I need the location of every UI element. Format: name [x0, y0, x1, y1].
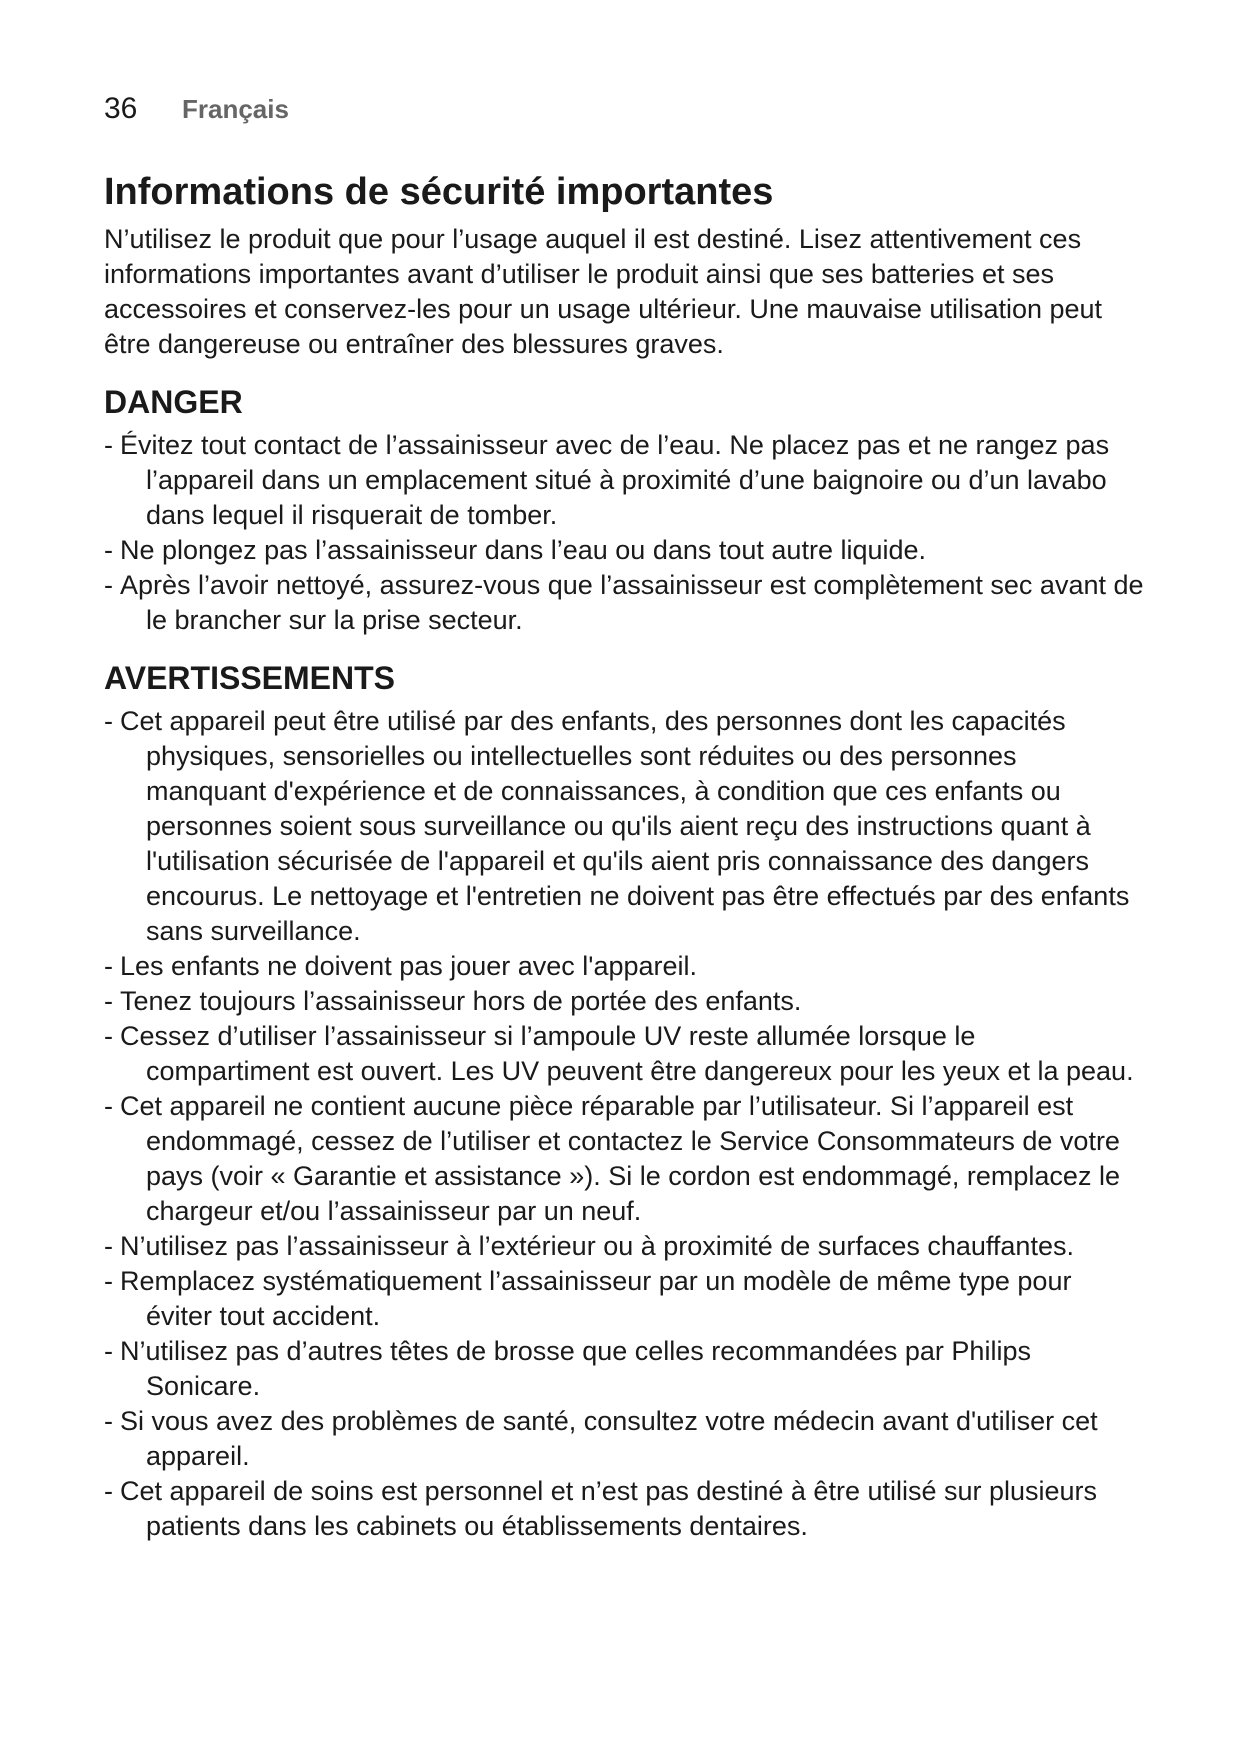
warning-item-text: Remplacez systématiquement l’assainisseur par un modèle de même type pour éviter tout accident. — [120, 1266, 1072, 1331]
danger-item: - Évitez tout contact de l’assainisseur avec de l’eau. Ne placez pas et ne rangez pas l’appareil dans un emplacement situé à proximité d’une baignoire ou d’un lavabo dans lequel il risquerait de tomber. — [104, 430, 1110, 530]
danger-item-text: Après l’avoir nettoyé, assurez-vous que l’assainisseur est complètement sec avant de le brancher sur la prise secteur. — [120, 570, 1144, 635]
warning-item: - Cet appareil ne contient aucune pièce réparable par l’utilisateur. Si l’appareil est endommagé, cessez de l’utiliser et contactez le Service Consommateurs de votre pays (voir « Garantie et assistance »). Si le cordon est endommagé, remplacez le chargeur et/ou l’assainisseur par un neuf. — [104, 1091, 1120, 1226]
warning-item: - Cet appareil de soins est personnel et n’est pas destiné à être utilisé sur plusieurs patients dans les cabinets ou établissements dentaires. — [104, 1476, 1098, 1541]
warnings-list — [104, 704, 1144, 1544]
page-title: Informations de sécurité importantes — [104, 171, 774, 213]
warning-item-text: Tenez toujours l’assainisseur hors de portée des enfants. — [120, 986, 802, 1016]
warning-item-text: N’utilisez pas d’autres têtes de brosse que celles recommandées par Philips Sonicare. — [120, 1336, 1031, 1401]
warning-item: - N’utilisez pas d’autres têtes de brosse que celles recommandées par Philips Sonicare. — [104, 1336, 1031, 1401]
warning-item-text: Les enfants ne doivent pas jouer avec l'appareil. — [120, 951, 698, 981]
warnings-heading: AVERTISSEMENTS — [104, 660, 395, 696]
warning-item-text: Cet appareil de soins est personnel et n’est pas destiné à être utilisé sur plusieurs patients dans les cabinets ou établissements dentaires. — [120, 1476, 1098, 1541]
warning-item-text: Cet appareil ne contient aucune pièce réparable par l’utilisateur. Si l’appareil est endommagé, cessez de l’utiliser et contactez le Service Consommateurs de votre pays (voir « Garantie et assistance »). Si le cordon est endommagé, remplacez le chargeur et/ou l’assainisseur par un neuf. — [120, 1091, 1120, 1226]
intro-paragraph: N’utilisez le produit que pour l’usage auquel il est destiné. Lisez attentivement ces informations importantes avant d’utiliser le produit ainsi que ses batteries et ses accessoires et conservez-les pour un usage ultérieur. Une mauvaise utilisation peut être dangereuse ou entraîner des blessures graves. — [104, 224, 1103, 359]
page-header — [104, 92, 1144, 140]
danger-item-text: Évitez tout contact de l’assainisseur avec de l’eau. Ne placez pas et ne rangez pas l’appareil dans un emplacement situé à proximité d’une baignoire ou d’un lavabo dans lequel il risquerait de tomber. — [120, 430, 1110, 530]
danger-item: - Après l’avoir nettoyé, assurez-vous que l’assainisseur est complètement sec avant de le brancher sur la prise secteur. — [104, 570, 1144, 635]
danger-heading: DANGER — [104, 384, 243, 420]
document-page — [104, 92, 1144, 1544]
warning-item-text: Cet appareil peut être utilisé par des enfants, des personnes dont les capacités physiques, sensorielles ou intellectuelles sont réduites ou des personnes manquant d'expérience et de connaissances, à condition que ces enfants ou personnes soient sous surveillance ou qu'ils aient reçu des instructions quant à l'utilisation sécurisée de l'appareil et qu'ils aient pris connaissance des dangers encourus. Le nettoyage et l'entretien ne doivent pas être effectués par des enfants sans surveillance. — [120, 706, 1130, 946]
danger-list — [104, 428, 1144, 638]
warning-item: - Tenez toujours l’assainisseur hors de portée des enfants. — [104, 986, 802, 1016]
warning-item-text: Si vous avez des problèmes de santé, consultez votre médecin avant d'utiliser cet appareil. — [120, 1406, 1098, 1471]
warning-item-text: Cessez d’utiliser l’assainisseur si l’ampoule UV reste allumée lorsque le compartiment est ouvert. Les UV peuvent être dangereux pour les yeux et la peau. — [120, 1021, 1134, 1086]
warning-item: - Remplacez systématiquement l’assainisseur par un modèle de même type pour éviter tout accident. — [104, 1266, 1072, 1331]
danger-item: - Ne plongez pas l’assainisseur dans l’eau ou dans tout autre liquide. — [104, 535, 927, 565]
page-number: 36 — [104, 92, 138, 125]
warning-item-text: N’utilisez pas l’assainisseur à l’extérieur ou à proximité de surfaces chauffantes. — [120, 1231, 1074, 1261]
warning-item: - N’utilisez pas l’assainisseur à l’extérieur ou à proximité de surfaces chauffantes. — [104, 1231, 1074, 1261]
page-language: Français — [182, 94, 289, 124]
warning-item: - Cessez d’utiliser l’assainisseur si l’ampoule UV reste allumée lorsque le compartiment est ouvert. Les UV peuvent être dangereux pour les yeux et la peau. — [104, 1021, 1134, 1086]
warning-item: - Si vous avez des problèmes de santé, consultez votre médecin avant d'utiliser cet appareil. — [104, 1406, 1098, 1471]
danger-item-text: Ne plongez pas l’assainisseur dans l’eau ou dans tout autre liquide. — [120, 535, 927, 565]
warning-item: - Cet appareil peut être utilisé par des enfants, des personnes dont les capacités physiques, sensorielles ou intellectuelles sont réduites ou des personnes manquant d'expérience et de connaissances, à condition que ces enfants ou personnes soient sous surveillance ou qu'ils aient reçu des instructions quant à l'utilisation sécurisée de l'appareil et qu'ils aient pris connaissance des dangers encourus. Le nettoyage et l'entretien ne doivent pas être effectués par des enfants sans surveillance. — [104, 706, 1130, 946]
warning-item: - Les enfants ne doivent pas jouer avec l'appareil. — [104, 951, 698, 981]
